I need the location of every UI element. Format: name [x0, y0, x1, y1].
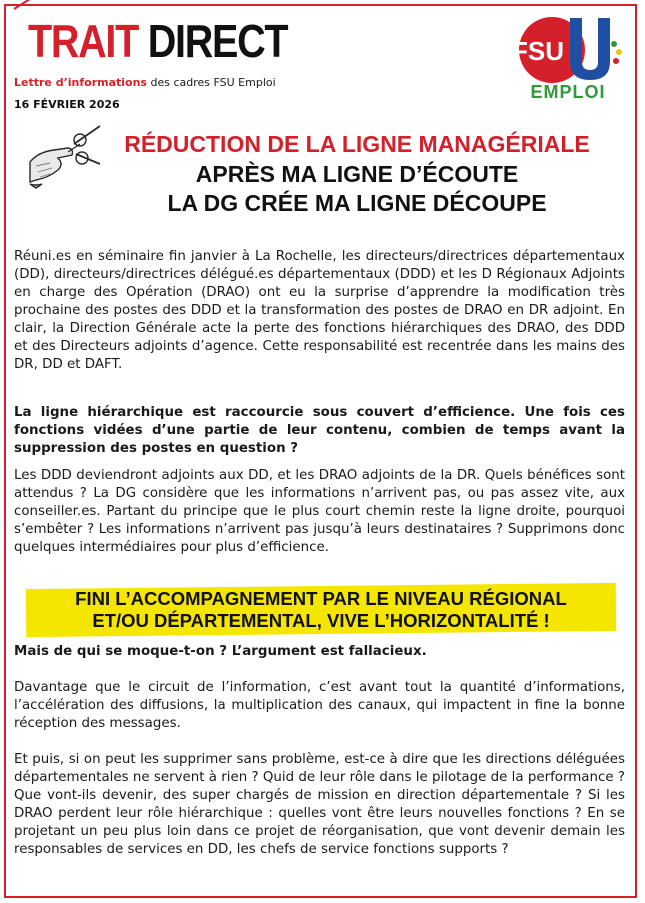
logo-fsu-text: FSU	[512, 36, 564, 66]
logo-dot-yellow	[616, 49, 622, 55]
title-direct: DIRECT	[147, 15, 288, 67]
ddd-drao-paragraph: Les DDD deviendront adjoints aux DD, et les DRAO adjoints de la DR. Quels bénéfices sont attendus ? La DG considère que les informations n’arrivent pas, ou pas assez vite, aux conseiller.es. Partant du principe que le plus court chemin reste la ligne droite, pourquoi s’embêter ? Les informations n’arrivent pas jusqu’à leurs destinataires ? Supprimons donc quelques intermédiaires pour plus d’efficience.	[14, 468, 625, 555]
headline-line-2: APRÈS MA LIGNE D’ÉCOUTE	[195, 161, 519, 187]
headline-line-3: LA DG CRÉE MA LIGNE DÉCOUPE	[167, 190, 547, 216]
issue-date: 16 FÉVRIER 2026	[14, 98, 120, 111]
newsletter-title	[28, 15, 288, 67]
newsletter-subtitle	[14, 76, 276, 89]
argument-heading: Mais de qui se moque-t-on ? L’argument est fallacieux.	[14, 644, 427, 659]
title-trait: TRAIT	[28, 15, 139, 67]
logo-dot-red	[613, 58, 619, 64]
subtitle-rest: des cadres FSU Emploi	[146, 76, 276, 89]
intro-paragraph: Réuni.es en séminaire fin janvier à La Rochelle, les directeurs/directrices départementaux (DD), directeurs/directrices délégué.es départementaux (DDD) et les D Régionaux Adjoints en charge des Opération (DRAO) ont eu la surprise d’apprendre la modification très prochaine des postes des DDD et la transformation des postes de DRAO en DR adjoint. En clair, la Direction Générale acte la perte des fonctions hiérarchiques des DRAO, des DDD et des Directeurs adjoints d’agence. Cette responsabilité est recentrée dans les mains des DR, DD et DAFT.	[14, 249, 625, 372]
closing-questions-paragraph: Et puis, si on peut les supprimer sans problème, est-ce à dire que les directions déléguées départementales ne servent à rien ? Quid de leur rôle dans le pilotage de la performance ? Que vont-ils devenir, des super chargés de mission en direction départementale ? Si les DRAO perdent leur rôle hiérarchique : quelles vont être leurs nouvelles fonctions ? En se projetant un peu plus loin dans ce projet de réorganisation, que vont devenir demain les responsables de services en DD, les chefs de service fonctions supports ?	[14, 752, 625, 857]
highlight-banner-text	[26, 588, 616, 632]
headline-line-1: RÉDUCTION DE LA LIGNE MANAGÉRIALE	[124, 131, 590, 157]
banner-line-2: ET/OU DÉPARTEMENTAL, VIVE L’HORIZONTALITÉ !	[92, 610, 550, 631]
information-paragraph: Davantage que le circuit de l’information, c’est avant tout la quantité d’informations, l’accélération des diffusions, la multiplication des canaux, qui impactent in fine la bonne réception des messages.	[14, 680, 625, 731]
logo-dot-green	[611, 41, 617, 47]
key-question-paragraph: La ligne hiérarchique est raccourcie sous couvert d’efficience. Une fois ces fonctions vidées d’une partie de leur contenu, combien de temps avant la suppression des postes en question ?	[14, 405, 625, 456]
logo-emploi-label: EMPLOI	[530, 82, 606, 102]
banner-line-1: FINI L’ACCOMPAGNEMENT PAR LE NIVEAU RÉGIONAL	[75, 588, 567, 609]
subtitle-lead: Lettre d’informations	[14, 76, 147, 89]
logo-blue-u	[570, 18, 610, 80]
